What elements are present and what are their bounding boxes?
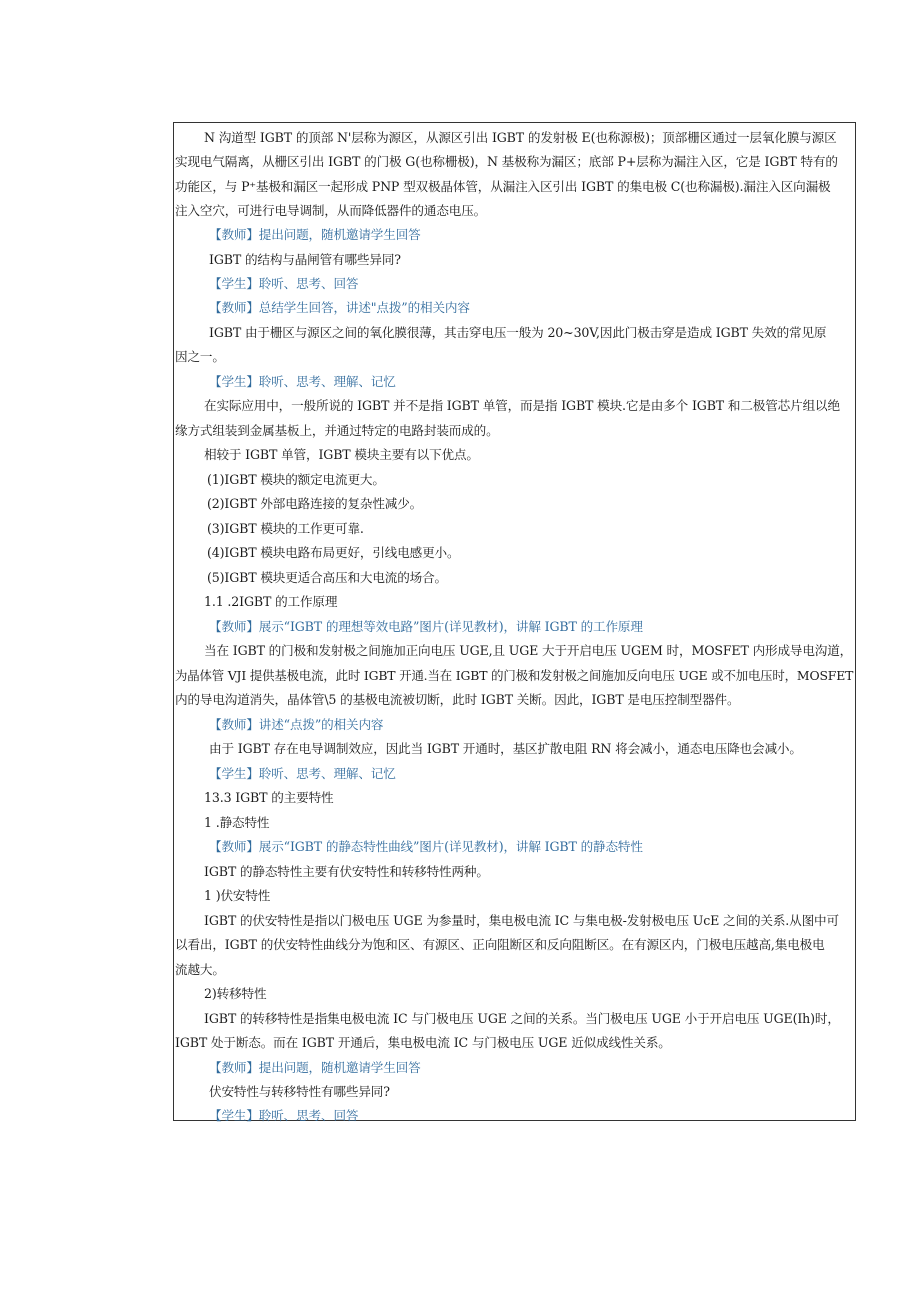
text-line: 流越大。 (175, 962, 225, 977)
text-line: 由于 IGBT 存在电导调制效应，因此当 IGBT 开通时，基区扩散电阻 RN 将会减小，通态电压降也会减小。 (209, 741, 802, 756)
text-line: 以看出，IGBT 的伏安特性曲线分为饱和区、有源区、正向阻断区和反向阻断区。在有源区内，门极电压越高,集电极电 (175, 937, 825, 952)
section-heading: 1.1 .2IGBT 的工作原理 (204, 594, 338, 609)
text-line: IGBT 的静态特性主要有伏安特性和转移特性两种。 (204, 864, 489, 879)
teacher-prompt: 【教师】提出问题，随机邀请学生回答 (209, 1060, 421, 1075)
teacher-prompt: 【教师】展示“IGBT 的理想等效电路”图片(详见教材)，讲解 IGBT 的工作原理 (209, 619, 643, 634)
list-item: (4)IGBT 模块电路布局更好，引线电感更小。 (207, 545, 460, 560)
text-line: 注入空穴，可进行电导调制，从而降低器件的通态电压。 (175, 203, 487, 218)
text-line: 在实际应用中，一般所说的 IGBT 并不是指 IGBT 单管，而是指 IGBT 模块.它是由多个 IGBT 和二极管芯片组以绝 (204, 398, 840, 413)
text-line: 内的导电沟道消失，晶体管\5 的基极电流被切断，此时 IGBT 关断。因此，IGBT 是电压控制型器件。 (175, 692, 740, 707)
text-line: IGBT 由于栅区与源区之间的氧化膜很薄，其击穿电压一般为 20~30V,因此门极击穿是造成 IGBT 失效的常见原 (209, 325, 827, 340)
text-line: IGBT 的结构与晶闸管有哪些异同? (209, 252, 401, 267)
text-line: 功能区，与 P⁺基极和漏区一起形成 PNP 型双极晶体管，从漏注入区引出 IGBT 的集电极 C(也称漏极).漏注入区向漏极 (175, 179, 831, 194)
section-heading: 13.3 IGBT 的主要特性 (204, 790, 334, 805)
list-item: (3)IGBT 模块的工作更可靠. (207, 521, 364, 536)
teacher-prompt: 【教师】提出问题，随机邀请学生回答 (209, 227, 421, 242)
teacher-prompt: 【教师】讲述“点拨”的相关内容 (209, 717, 384, 732)
text-line: 相较于 IGBT 单管，IGBT 模块主要有以下优点。 (204, 447, 479, 462)
section-heading: 1 )伏安特性 (204, 888, 271, 903)
section-heading: 1 .静态特性 (204, 815, 270, 830)
text-line: 伏安特性与转移特性有哪些异同? (209, 1084, 390, 1099)
text-line: 实现电气隔离，从栅区引出 IGBT 的门极 G(也称栅极)，N 基极称为漏区；底部 P+层称为漏注入区，它是 IGBT 特有的 (175, 154, 838, 169)
student-prompt: 【学生】聆听、思考、理解、记忆 (209, 766, 396, 781)
teacher-prompt: 【教师】总结学生回答，讲述"点拨”的相关内容 (209, 300, 470, 315)
text-line: 当在 IGBT 的门极和发射极之间施加正向电压 UGE,且 UGE 大于开启电压 UGEM 时，MOSFET 内形成导电沟道， (204, 643, 853, 658)
list-item: (5)IGBT 模块更适合高压和大电流的场合。 (207, 570, 447, 585)
student-prompt: 【学生】聆听、思考、回答 (209, 276, 359, 291)
section-heading: 2)转移特性 (204, 986, 267, 1001)
text-line: N 沟道型 IGBT 的顶部 N'层称为源区，从源区引出 IGBT 的发射极 E(也称源极)；顶部栅区通过一层氧化膜与源区 (204, 130, 837, 145)
student-prompt: 【学生】聆听、思考、回答 (209, 1108, 359, 1123)
text-line: 因之一。 (175, 349, 225, 364)
text-line: 为晶体管 VJI 提供基极电流，此时 IGBT 开通.当在 IGBT 的门极和发射极之间施加反向电压 UGE 或不加电压时，MOSFET (175, 668, 854, 683)
text-line: IGBT 处于断态。而在 IGBT 开通后，集电极电流 IC 与门极电压 UGE 近似成线性关系。 (175, 1035, 671, 1050)
student-prompt: 【学生】聆听、思考、理解、记忆 (209, 374, 396, 389)
text-line: IGBT 的伏安特性是指以门极电压 UGE 为参量时，集电极电流 IC 与集电极-发射极电压 UcE 之间的关系.从图中可 (204, 913, 839, 928)
list-item: (2)IGBT 外部电路连接的复杂性减少。 (207, 496, 423, 511)
text-line: IGBT 的转移特性是指集电极电流 IC 与门极电压 UGE 之间的关系。当门极电压 UGE 小于开启电压 UGE(Ih)时， (204, 1011, 840, 1026)
teacher-prompt: 【教师】展示“IGBT 的静态特性曲线”图片(详见教材)，讲解 IGBT 的静态特性 (209, 839, 643, 854)
text-line: 缘方式组装到金属基板上，并通过特定的电路封装而成的。 (175, 423, 499, 438)
list-item: (1)IGBT 模块的额定电流更大。 (207, 472, 385, 487)
